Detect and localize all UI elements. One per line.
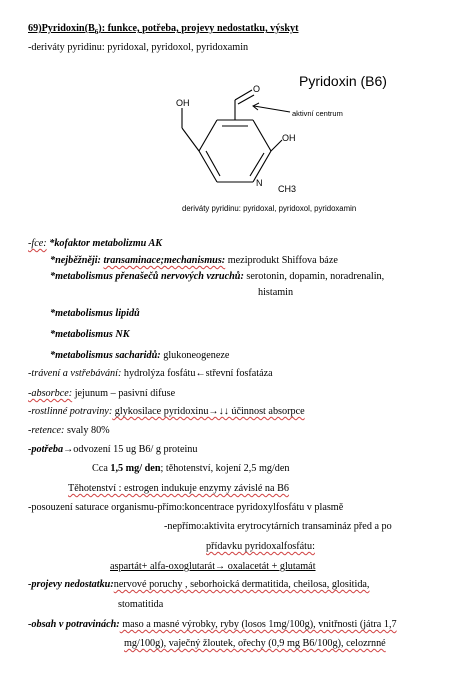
cca-rest: ; těhotenství, kojení 2,5 mg/den	[160, 463, 290, 474]
neprimo-text: -nepřímo:aktivita erytrocytárních transamináz před a po	[164, 521, 392, 532]
nejbezneji-rest: meziprodukt Shiffova báze	[225, 255, 338, 266]
projevy-label: -projevy nedostatku:	[28, 579, 114, 590]
cca-prefix: Cca	[92, 463, 111, 474]
title-part: 69)Pyridoxin(B	[28, 23, 95, 34]
tehotenstvi-text: Těhotenství : estrogen indukuje enzymy závislé na B6	[68, 483, 289, 494]
pridavku-line	[206, 540, 315, 553]
traveni-label: -trávení a vstřebávání:	[28, 368, 122, 379]
figure-title: Pyridoxin (B6)	[299, 73, 387, 89]
obsah-line	[28, 618, 397, 631]
neprimo-line	[164, 520, 392, 533]
lipid-line: *metabolismus lipidů	[50, 308, 140, 319]
ch3-label: CH3	[278, 184, 297, 194]
oh-label-right: OH	[282, 133, 296, 143]
nitrogen-label: N	[256, 178, 263, 188]
rostlinne-line	[28, 405, 305, 418]
structure-drawing	[152, 68, 458, 218]
fce-line	[28, 237, 162, 250]
absorbce-line	[28, 387, 175, 400]
cca-dose: 1,5 mg/ den	[110, 463, 161, 474]
sacharidu-rest: glukoneogeneze	[160, 350, 230, 361]
ring-bonds	[182, 90, 282, 182]
rostlinne-rest: glykosilace pyridoxinu→↓↓ účinnost absorpce	[112, 406, 305, 417]
page-title	[28, 22, 298, 39]
traveni-rest: hydrolýza fosfátu←střevní fosfatáza	[121, 368, 273, 379]
aspartat-line	[110, 560, 316, 573]
pridavku-text: přídavku pyridoxalfosfátu:	[206, 541, 315, 552]
obsah-label: -obsah v potravinách:	[28, 619, 120, 630]
prenasecu-label: *metabolismus přenašečů nervových vzruchů:	[50, 271, 244, 282]
retence-label: -retence:	[28, 425, 65, 436]
cca-line	[92, 462, 290, 475]
sacharidu-label: *metabolismus sacharidů:	[50, 350, 161, 361]
derivatives-text: pyridoxal, pyridoxol, pyridoxamin	[107, 42, 249, 53]
projevy-line	[28, 578, 369, 591]
potreba-label: -potřeba	[28, 444, 64, 455]
figure-caption: deriváty pyridinu: pyridoxal, pyridoxol, pyridoxamin	[182, 204, 357, 213]
title-part: ): funkce, potřeba, projevy nedostatku, výskyt	[98, 23, 299, 34]
obsah-cont-text: mg/100g), vaječný žloutek, ořechy (0,9 mg B6/100g), celozrnné	[124, 638, 386, 649]
nejbezneji-label: *nejběžněji:	[50, 255, 104, 266]
prenasecu-line	[50, 270, 384, 283]
fce-label: -fce:	[28, 238, 47, 249]
arrow	[253, 103, 290, 112]
posouzeni-text: -posouzení saturace organismu-přímo:koncentrace pyridoxylfosfátu v plasmě	[28, 502, 344, 513]
transaminace-term: transaminace;mechanismus:	[103, 255, 226, 266]
fce-item: *kofaktor metabolizmu AK	[46, 238, 163, 249]
oxygen-label: O	[253, 84, 261, 94]
prenasecu-rest: serotonin, dopamin, noradrenalin,	[243, 271, 385, 282]
rostlinne-label: -rostlinné potraviny:	[28, 406, 113, 417]
projevy-rest: nervové poruchy , seborhoická dermatitida, cheilosa, glositida,	[113, 579, 370, 590]
absorbce-rest: jejunum – pasivní difuse	[72, 388, 176, 399]
retence-rest: svaly 80%	[64, 425, 110, 436]
oh-label-top: OH	[176, 98, 190, 108]
projevy-cont: stomatitida	[118, 599, 164, 610]
derivatives-line	[28, 41, 248, 54]
posouzeni-line	[28, 501, 343, 514]
absorbce-label: -absorbce:	[28, 388, 73, 399]
traveni-line	[28, 367, 273, 380]
obsah-cont	[124, 637, 386, 650]
active-center-label: aktivní centrum	[292, 109, 343, 118]
title-subscript: 6	[94, 28, 99, 37]
sacharidu-line	[50, 349, 229, 362]
potreba-rest: →odvození 15 ug B6/ g proteinu	[63, 444, 198, 455]
nk-line: *metabolismus NK	[50, 329, 130, 340]
aspartat-text: aspartát+ alfa-oxoglutarát→ oxalacetát + glutamát	[110, 561, 316, 572]
prenasecu-cont: histamin	[258, 287, 294, 298]
retence-line	[28, 424, 110, 437]
tehotenstvi-line	[68, 482, 289, 495]
derivatives-label: -deriváty pyridinu:	[28, 42, 108, 53]
obsah-rest: maso a masné výrobky, ryby (losos 1mg/100g), vnitřnosti (játra 1,7	[119, 619, 397, 630]
nejbezneji-line	[50, 254, 338, 267]
potreba-line	[28, 443, 198, 456]
